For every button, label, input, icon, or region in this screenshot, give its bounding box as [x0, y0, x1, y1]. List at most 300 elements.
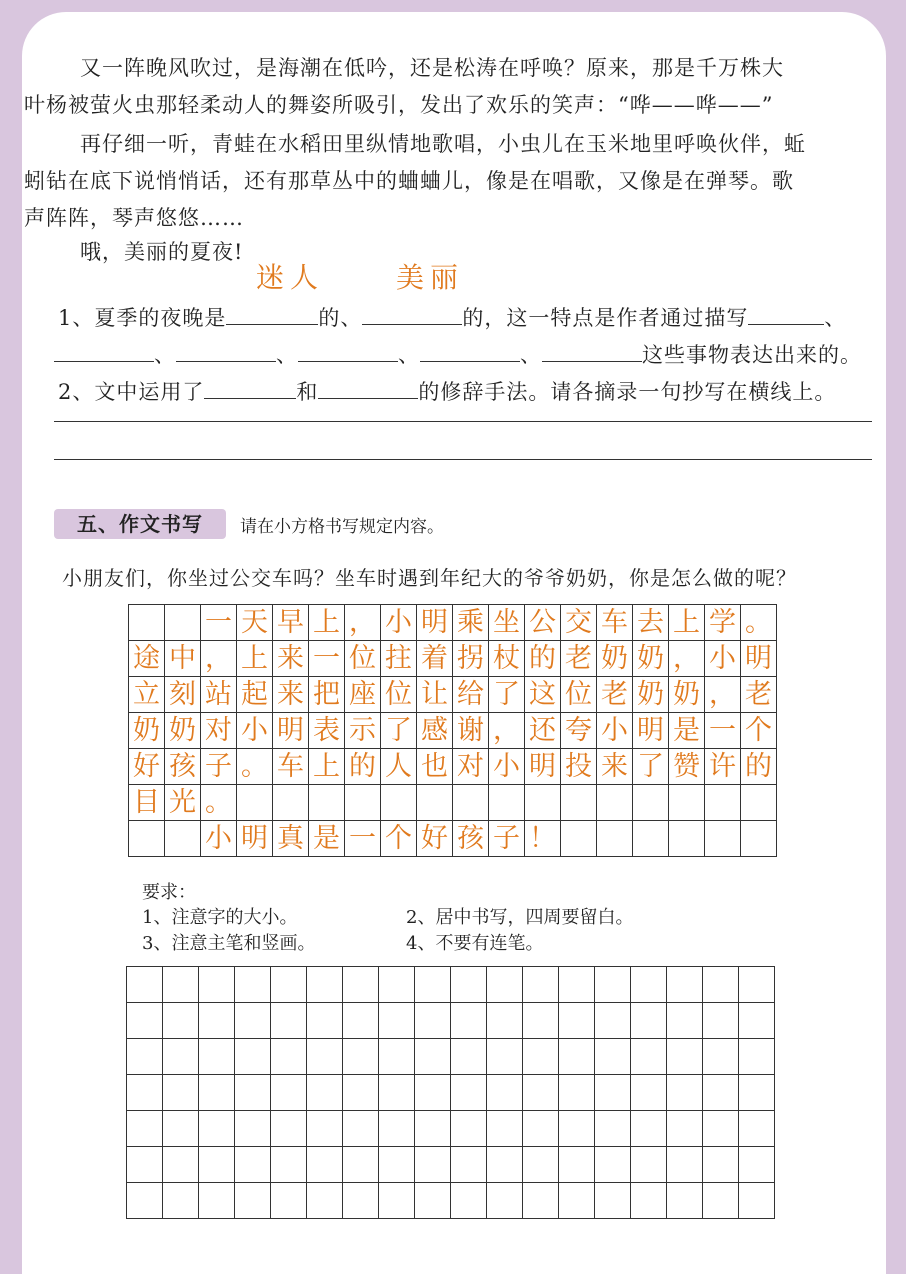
empty-grid-cell[interactable] — [343, 1111, 379, 1147]
q1-sep-3: 、 — [398, 343, 420, 367]
grid-cell: 上 — [237, 641, 273, 677]
filled-writing-grid — [128, 604, 777, 857]
empty-grid-cell[interactable] — [379, 1147, 415, 1183]
empty-grid-cell[interactable] — [163, 1147, 199, 1183]
q1-blank-4[interactable] — [54, 341, 154, 362]
answer-line-1[interactable] — [54, 421, 872, 422]
empty-grid-cell[interactable] — [703, 1111, 739, 1147]
grid-cell: 的 — [741, 749, 777, 785]
grid-cell: 表 — [309, 713, 345, 749]
empty-grid-cell[interactable] — [415, 967, 451, 1003]
grid-cell: 老 — [561, 641, 597, 677]
empty-grid-cell[interactable] — [667, 1039, 703, 1075]
grid-cell: 明 — [741, 641, 777, 677]
empty-grid-cell[interactable] — [163, 967, 199, 1003]
q1-text-c: 的，这一特点是作者通过描写 — [462, 306, 749, 330]
grid-cell — [705, 821, 741, 857]
empty-grid-cell[interactable] — [595, 1075, 631, 1111]
requirements-title: 要求： — [142, 882, 196, 903]
q1-text-b: 的、 — [318, 306, 363, 330]
empty-grid-cell[interactable] — [631, 1147, 667, 1183]
empty-grid-cell[interactable] — [559, 1039, 595, 1075]
grid-cell: 好 — [129, 749, 165, 785]
grid-cell: 示 — [345, 713, 381, 749]
empty-grid-cell[interactable] — [199, 1147, 235, 1183]
q1-blank-7[interactable] — [420, 341, 520, 362]
grid-cell: 孩 — [453, 821, 489, 857]
empty-grid-cell[interactable] — [307, 1039, 343, 1075]
empty-grid-cell[interactable] — [631, 1075, 667, 1111]
grid-cell: 拐 — [453, 641, 489, 677]
grid-cell: 交 — [561, 605, 597, 641]
grid-cell: 奶 — [597, 641, 633, 677]
grid-cell — [273, 785, 309, 821]
empty-grid-cell[interactable] — [271, 1075, 307, 1111]
grid-cell: 了 — [381, 713, 417, 749]
empty-grid-cell[interactable] — [739, 1075, 775, 1111]
empty-grid-cell[interactable] — [631, 1003, 667, 1039]
grid-cell: 投 — [561, 749, 597, 785]
grid-cell: 来 — [273, 677, 309, 713]
empty-grid-cell[interactable] — [127, 1147, 163, 1183]
empty-grid-cell[interactable] — [307, 1003, 343, 1039]
empty-grid-cell[interactable] — [379, 1183, 415, 1219]
empty-writing-grid[interactable] — [126, 966, 775, 1219]
empty-grid-cell[interactable] — [595, 967, 631, 1003]
q1-blank-5[interactable] — [176, 341, 276, 362]
grid-cell: 是 — [309, 821, 345, 857]
grid-cell: 的 — [525, 641, 561, 677]
empty-grid-cell[interactable] — [307, 1147, 343, 1183]
empty-grid-cell[interactable] — [127, 967, 163, 1003]
grid-cell: 明 — [417, 605, 453, 641]
grid-cell: 了 — [489, 677, 525, 713]
grid-cell: 小 — [705, 641, 741, 677]
grid-cell: 座 — [345, 677, 381, 713]
empty-grid-cell[interactable] — [451, 1111, 487, 1147]
empty-grid-cell[interactable] — [451, 1039, 487, 1075]
empty-grid-cell[interactable] — [523, 1183, 559, 1219]
empty-grid-cell[interactable] — [523, 1075, 559, 1111]
empty-grid-cell[interactable] — [595, 1039, 631, 1075]
empty-grid-cell[interactable] — [667, 1111, 703, 1147]
empty-grid-cell[interactable] — [559, 1183, 595, 1219]
passage-p2-line3: 声阵阵，琴声悠悠…… — [24, 206, 244, 230]
empty-grid-cell[interactable] — [595, 1003, 631, 1039]
grid-cell: 明 — [525, 749, 561, 785]
grid-cell: 位 — [561, 677, 597, 713]
grid-cell: 奶 — [633, 641, 669, 677]
q2-blank-2[interactable] — [318, 378, 418, 399]
empty-grid-cell[interactable] — [343, 1183, 379, 1219]
empty-grid-cell[interactable] — [451, 1183, 487, 1219]
empty-grid-cell[interactable] — [703, 1039, 739, 1075]
empty-grid-cell[interactable] — [271, 1111, 307, 1147]
grid-cell: 个 — [381, 821, 417, 857]
empty-grid-cell[interactable] — [163, 1183, 199, 1219]
grid-cell: 一 — [201, 605, 237, 641]
grid-row — [129, 821, 777, 857]
empty-grid-cell[interactable] — [163, 1111, 199, 1147]
grid-cell: 赞 — [669, 749, 705, 785]
q1-text-a: 1、夏季的夜晚是 — [58, 306, 227, 330]
q2-blank-1[interactable] — [204, 378, 296, 399]
empty-grid-cell[interactable] — [199, 1183, 235, 1219]
grid-cell: 明 — [273, 713, 309, 749]
grid-cell: 着 — [417, 641, 453, 677]
passage-p3: 哦，美丽的夏夜! — [80, 240, 244, 264]
grid-cell: ， — [489, 713, 525, 749]
grid-cell — [669, 785, 705, 821]
empty-grid-cell[interactable] — [379, 967, 415, 1003]
empty-grid-row — [127, 1111, 775, 1147]
empty-grid-cell[interactable] — [523, 1111, 559, 1147]
empty-grid-cell[interactable] — [271, 1003, 307, 1039]
empty-grid-cell[interactable] — [739, 1039, 775, 1075]
grid-cell: ， — [705, 677, 741, 713]
grid-cell: 小 — [381, 605, 417, 641]
grid-cell: 奶 — [165, 713, 201, 749]
empty-grid-cell[interactable] — [343, 1039, 379, 1075]
grid-row — [129, 605, 777, 641]
grid-cell: 上 — [309, 605, 345, 641]
empty-grid-cell[interactable] — [127, 1039, 163, 1075]
grid-cell: 奶 — [129, 713, 165, 749]
empty-grid-cell[interactable] — [487, 1111, 523, 1147]
q1-sep-2: 、 — [276, 343, 298, 367]
empty-grid-cell[interactable] — [739, 1111, 775, 1147]
empty-grid-cell[interactable] — [199, 1111, 235, 1147]
empty-grid-cell[interactable] — [163, 1039, 199, 1075]
grid-row — [129, 713, 777, 749]
empty-grid-cell[interactable] — [271, 1039, 307, 1075]
grid-cell — [453, 785, 489, 821]
q1-sep-4: 、 — [520, 343, 542, 367]
grid-cell — [669, 821, 705, 857]
empty-grid-cell[interactable] — [127, 1003, 163, 1039]
grid-cell: 对 — [201, 713, 237, 749]
grid-cell: 感 — [417, 713, 453, 749]
grid-cell: 还 — [525, 713, 561, 749]
empty-grid-cell[interactable] — [199, 967, 235, 1003]
empty-grid-cell[interactable] — [523, 1039, 559, 1075]
grid-cell: 小 — [489, 749, 525, 785]
empty-grid-cell[interactable] — [415, 1183, 451, 1219]
grid-cell: 目 — [129, 785, 165, 821]
empty-grid-cell[interactable] — [235, 967, 271, 1003]
grid-cell — [165, 821, 201, 857]
empty-grid-cell[interactable] — [235, 1075, 271, 1111]
grid-cell: 也 — [417, 749, 453, 785]
empty-grid-cell[interactable] — [631, 967, 667, 1003]
q1-blank-3[interactable] — [748, 304, 824, 325]
empty-grid-cell[interactable] — [307, 1111, 343, 1147]
empty-grid-cell[interactable] — [343, 1147, 379, 1183]
empty-grid-cell[interactable] — [163, 1075, 199, 1111]
empty-grid-cell[interactable] — [451, 1003, 487, 1039]
empty-grid-cell[interactable] — [595, 1183, 631, 1219]
empty-grid-cell[interactable] — [523, 967, 559, 1003]
empty-grid-cell[interactable] — [235, 1183, 271, 1219]
empty-grid-cell[interactable] — [559, 1111, 595, 1147]
grid-cell: 小 — [201, 821, 237, 857]
empty-grid-cell[interactable] — [667, 1183, 703, 1219]
grid-cell — [525, 785, 561, 821]
empty-grid-cell[interactable] — [667, 1003, 703, 1039]
empty-grid-cell[interactable] — [595, 1147, 631, 1183]
grid-cell: 途 — [129, 641, 165, 677]
grid-cell: 起 — [237, 677, 273, 713]
requirement-1: 1、注意字的大小。 — [142, 907, 298, 928]
grid-cell: 学 — [705, 605, 741, 641]
empty-grid-cell[interactable] — [127, 1183, 163, 1219]
empty-grid-cell[interactable] — [343, 1075, 379, 1111]
grid-row — [129, 749, 777, 785]
empty-grid-cell[interactable] — [487, 1147, 523, 1183]
grid-cell — [741, 821, 777, 857]
empty-grid-cell[interactable] — [739, 1147, 775, 1183]
grid-cell: ， — [345, 605, 381, 641]
grid-cell: 立 — [129, 677, 165, 713]
grid-cell — [417, 785, 453, 821]
grid-cell: 谢 — [453, 713, 489, 749]
grid-cell — [597, 785, 633, 821]
empty-grid-cell[interactable] — [451, 967, 487, 1003]
grid-cell: 。 — [201, 785, 237, 821]
empty-grid-cell[interactable] — [523, 1147, 559, 1183]
grid-cell: 奶 — [633, 677, 669, 713]
empty-grid-cell[interactable] — [667, 967, 703, 1003]
empty-grid-cell[interactable] — [379, 1003, 415, 1039]
grid-cell: 坐 — [489, 605, 525, 641]
grid-cell: 站 — [201, 677, 237, 713]
empty-grid-cell[interactable] — [163, 1003, 199, 1039]
empty-grid-cell[interactable] — [271, 1147, 307, 1183]
grid-cell: 公 — [525, 605, 561, 641]
grid-cell: 是 — [669, 713, 705, 749]
q1-blank-6[interactable] — [298, 341, 398, 362]
grid-cell: 了 — [633, 749, 669, 785]
empty-grid-row — [127, 1147, 775, 1183]
grid-cell: 一 — [345, 821, 381, 857]
question-1-line1 — [58, 302, 846, 332]
grid-cell: 小 — [597, 713, 633, 749]
grid-cell: 早 — [273, 605, 309, 641]
empty-grid-cell[interactable] — [271, 967, 307, 1003]
empty-grid-cell[interactable] — [415, 1111, 451, 1147]
empty-grid-row — [127, 967, 775, 1003]
empty-grid-cell[interactable] — [379, 1111, 415, 1147]
q2-text-b: 和 — [296, 380, 319, 404]
empty-grid-cell[interactable] — [739, 1003, 775, 1039]
requirement-4: 4、不要有连笔。 — [406, 933, 544, 954]
grid-cell: 刻 — [165, 677, 201, 713]
empty-grid-cell[interactable] — [343, 1003, 379, 1039]
empty-grid-cell[interactable] — [199, 1039, 235, 1075]
grid-cell — [309, 785, 345, 821]
grid-cell — [705, 785, 741, 821]
grid-cell: 给 — [453, 677, 489, 713]
empty-grid-cell[interactable] — [487, 1003, 523, 1039]
q1-blank-2[interactable] — [362, 304, 462, 325]
grid-cell: ， — [669, 641, 705, 677]
empty-grid-row — [127, 1039, 775, 1075]
passage-p2-line1: 再仔细一听，青蛙在水稻田里纵情地歌唱，小虫儿在玉米地里呼唤伙伴，蚯 — [80, 132, 806, 156]
q1-text-d: 、 — [824, 306, 847, 330]
grid-cell: 去 — [633, 605, 669, 641]
q1-text-end: 这些事物表达出来的。 — [642, 343, 862, 367]
empty-grid-cell[interactable] — [343, 967, 379, 1003]
handwritten-answer-2: 美丽 — [396, 261, 465, 294]
empty-grid-cell[interactable] — [559, 1147, 595, 1183]
question-2 — [58, 376, 836, 406]
grid-cell: 光 — [165, 785, 201, 821]
grid-cell: 老 — [597, 677, 633, 713]
grid-cell: 乘 — [453, 605, 489, 641]
empty-grid-cell[interactable] — [307, 967, 343, 1003]
empty-grid-cell[interactable] — [235, 1039, 271, 1075]
empty-grid-cell[interactable] — [127, 1111, 163, 1147]
empty-grid-cell[interactable] — [451, 1075, 487, 1111]
grid-cell — [633, 785, 669, 821]
grid-cell: 老 — [741, 677, 777, 713]
section-5-hint: 请在小方格书写规定内容。 — [240, 517, 444, 537]
q1-blank-8[interactable] — [542, 341, 642, 362]
empty-grid-cell[interactable] — [487, 1075, 523, 1111]
empty-grid-cell[interactable] — [199, 1075, 235, 1111]
grid-cell: 拄 — [381, 641, 417, 677]
empty-grid-cell[interactable] — [415, 1147, 451, 1183]
grid-cell: 来 — [597, 749, 633, 785]
handwritten-answer-1: 迷人 — [256, 261, 325, 294]
grid-cell: 的 — [345, 749, 381, 785]
grid-cell — [129, 605, 165, 641]
grid-cell: 上 — [309, 749, 345, 785]
empty-grid-row — [127, 1183, 775, 1219]
grid-row — [129, 641, 777, 677]
grid-cell: 位 — [381, 677, 417, 713]
grid-cell: 这 — [525, 677, 561, 713]
grid-cell: 来 — [273, 641, 309, 677]
grid-cell: 中 — [165, 641, 201, 677]
grid-cell — [381, 785, 417, 821]
grid-cell: ！ — [525, 821, 561, 857]
grid-cell: 孩 — [165, 749, 201, 785]
empty-grid-cell[interactable] — [667, 1075, 703, 1111]
empty-grid-cell[interactable] — [271, 1183, 307, 1219]
empty-grid-cell[interactable] — [739, 967, 775, 1003]
grid-cell: 天 — [237, 605, 273, 641]
grid-cell: 许 — [705, 749, 741, 785]
empty-grid-cell[interactable] — [451, 1147, 487, 1183]
grid-cell: 小 — [237, 713, 273, 749]
grid-cell: 位 — [345, 641, 381, 677]
empty-grid-cell[interactable] — [739, 1183, 775, 1219]
requirement-2: 2、居中书写，四周要留白。 — [406, 907, 634, 928]
empty-grid-cell[interactable] — [703, 1003, 739, 1039]
grid-cell — [489, 785, 525, 821]
grid-cell: 一 — [309, 641, 345, 677]
empty-grid-cell[interactable] — [307, 1075, 343, 1111]
empty-grid-cell[interactable] — [559, 1003, 595, 1039]
empty-grid-cell[interactable] — [559, 1075, 595, 1111]
q1-sep-1: 、 — [154, 343, 176, 367]
grid-cell: 车 — [597, 605, 633, 641]
empty-grid-cell[interactable] — [703, 967, 739, 1003]
empty-grid-cell[interactable] — [235, 1147, 271, 1183]
empty-grid-cell[interactable] — [703, 1183, 739, 1219]
worksheet-page — [22, 12, 886, 1274]
grid-cell: 。 — [741, 605, 777, 641]
grid-cell: 。 — [237, 749, 273, 785]
grid-cell: 奶 — [669, 677, 705, 713]
grid-cell: 对 — [453, 749, 489, 785]
empty-grid-cell[interactable] — [703, 1075, 739, 1111]
empty-grid-row — [127, 1075, 775, 1111]
grid-cell: 个 — [741, 713, 777, 749]
empty-grid-cell[interactable] — [487, 967, 523, 1003]
empty-grid-cell[interactable] — [415, 1003, 451, 1039]
empty-grid-cell[interactable] — [307, 1183, 343, 1219]
grid-cell — [165, 605, 201, 641]
essay-prompt: 小朋友们，你坐过公交车吗？坐车时遇到年纪大的爷爷奶奶，你是怎么做的呢？ — [62, 566, 797, 590]
empty-grid-cell[interactable] — [595, 1111, 631, 1147]
grid-cell — [345, 785, 381, 821]
answer-line-2[interactable] — [54, 459, 872, 460]
grid-cell — [129, 821, 165, 857]
grid-cell: 让 — [417, 677, 453, 713]
grid-cell — [741, 785, 777, 821]
question-1-line2 — [54, 339, 862, 369]
passage-p1-line1: 又一阵晚风吹过，是海潮在低吟，还是松涛在呼唤？原来，那是千万株大 — [80, 56, 784, 80]
empty-grid-row — [127, 1003, 775, 1039]
empty-grid-cell[interactable] — [379, 1039, 415, 1075]
empty-grid-cell[interactable] — [415, 1039, 451, 1075]
empty-grid-cell[interactable] — [631, 1111, 667, 1147]
grid-cell: 人 — [381, 749, 417, 785]
empty-grid-cell[interactable] — [235, 1003, 271, 1039]
grid-cell: 杖 — [489, 641, 525, 677]
empty-grid-cell[interactable] — [415, 1075, 451, 1111]
grid-cell: 把 — [309, 677, 345, 713]
empty-grid-cell[interactable] — [667, 1147, 703, 1183]
empty-grid-cell[interactable] — [487, 1183, 523, 1219]
grid-cell: 子 — [201, 749, 237, 785]
empty-grid-cell[interactable] — [523, 1003, 559, 1039]
empty-grid-cell[interactable] — [199, 1003, 235, 1039]
grid-row — [129, 785, 777, 821]
grid-cell: 真 — [273, 821, 309, 857]
empty-grid-cell[interactable] — [127, 1075, 163, 1111]
empty-grid-cell[interactable] — [379, 1075, 415, 1111]
grid-row — [129, 677, 777, 713]
empty-grid-cell[interactable] — [631, 1183, 667, 1219]
empty-grid-cell[interactable] — [703, 1147, 739, 1183]
empty-grid-cell[interactable] — [631, 1039, 667, 1075]
grid-cell: 子 — [489, 821, 525, 857]
grid-cell: ， — [201, 641, 237, 677]
empty-grid-cell[interactable] — [235, 1111, 271, 1147]
grid-cell: 夸 — [561, 713, 597, 749]
grid-cell — [633, 821, 669, 857]
empty-grid-cell[interactable] — [487, 1039, 523, 1075]
grid-cell: 上 — [669, 605, 705, 641]
grid-cell — [237, 785, 273, 821]
q1-blank-1[interactable] — [226, 304, 318, 325]
grid-cell — [597, 821, 633, 857]
empty-grid-cell[interactable] — [559, 967, 595, 1003]
section-5-label: 五、作文书写 — [54, 509, 226, 539]
